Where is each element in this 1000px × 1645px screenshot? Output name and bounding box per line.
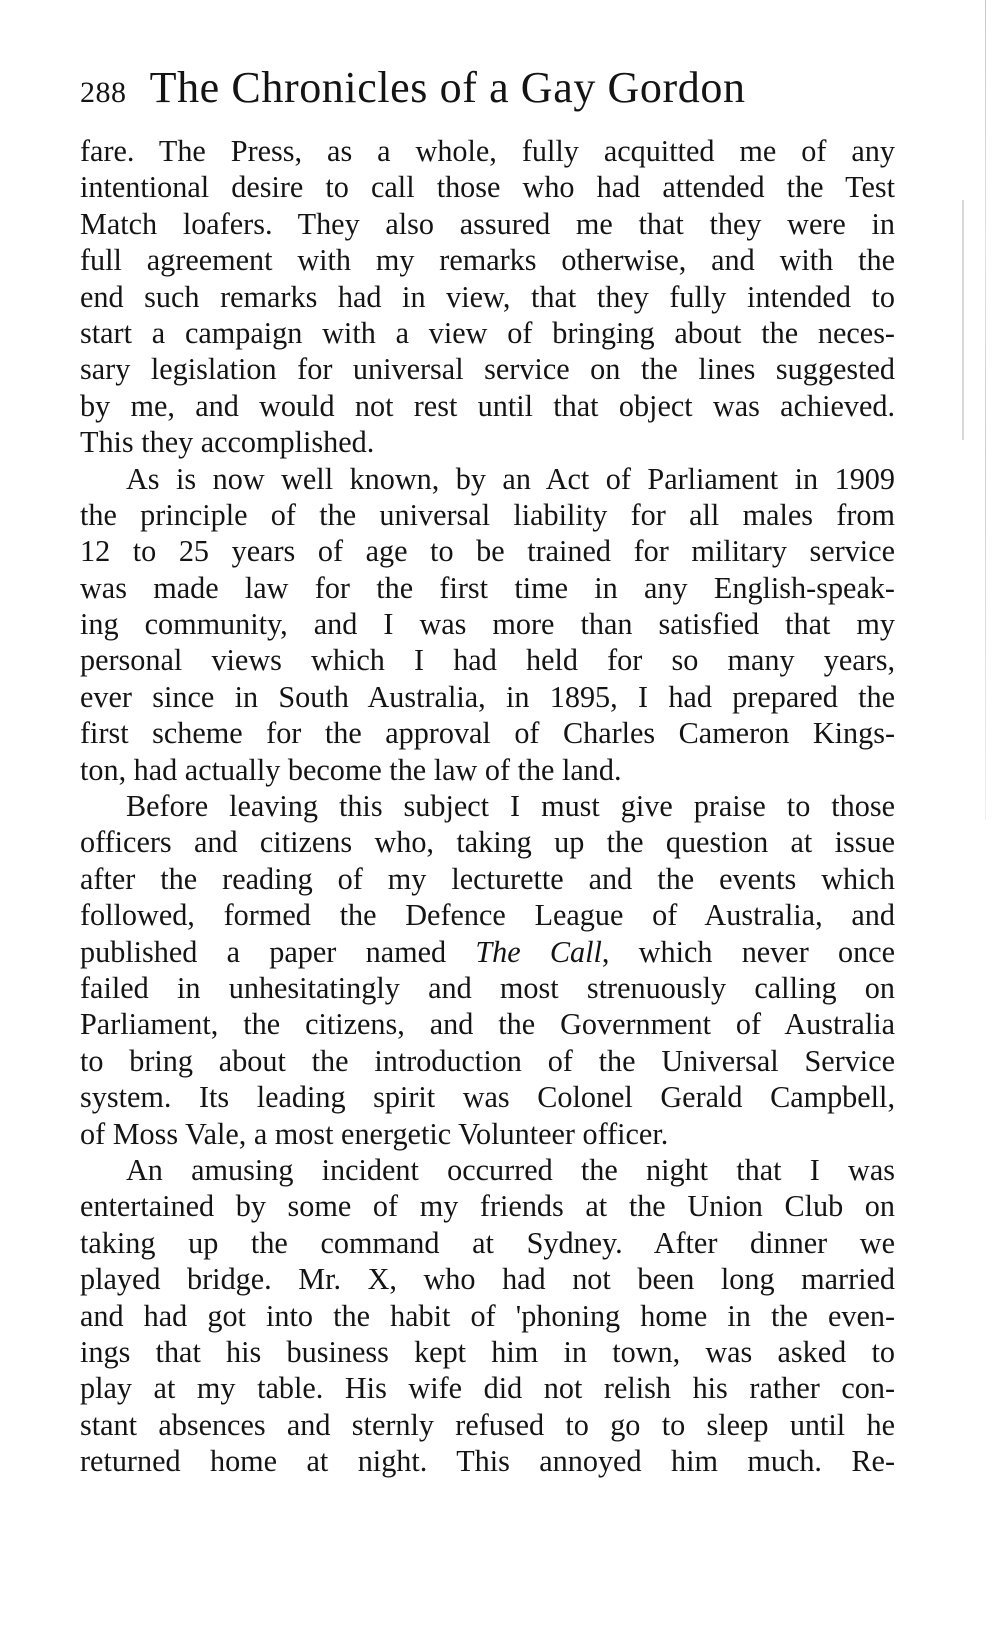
- text-line: Match loafers. They also assured me that they were in: [80, 206, 895, 241]
- text-line: intentional desire to call those who had attended the Test: [80, 170, 895, 205]
- newspaper-title: The Call: [475, 934, 602, 969]
- text-line: failed in unhesitatingly and most strenuously calling on: [80, 970, 895, 1005]
- text-line: first scheme for the approval of Charles Cameron Kings-: [80, 716, 895, 751]
- text-line: As is now well known, by an Act of Parliament in 1909: [126, 461, 895, 496]
- text-line: personal views which I had held for so many years,: [80, 643, 895, 678]
- text-line: entertained by some of my friends at the Union Club on: [80, 1189, 895, 1224]
- text-line: Before leaving this subject I must give praise to those: [126, 789, 895, 824]
- running-title: The Chronicles of a Gay Gordon: [149, 63, 746, 112]
- text-line: published a paper named The Call, which never once: [80, 934, 895, 969]
- body-text: [80, 133, 895, 1479]
- text-line: ings that his business kept him in town, was asked to: [80, 1334, 895, 1369]
- text-line: ton, had actually become the law of the land.: [80, 752, 622, 787]
- text-line: taking up the command at Sydney. After dinner we: [80, 1225, 895, 1260]
- text-line: start a campaign with a view of bringing about the neces-: [80, 315, 895, 350]
- text-line: after the reading of my lecturette and the events which: [80, 861, 895, 896]
- text-line: 12 to 25 years of age to be trained for military service: [80, 534, 895, 569]
- page-number: 288: [80, 76, 127, 109]
- text-line: ing community, and I was more than satisfied that my: [80, 607, 895, 642]
- text-line: An amusing incident occurred the night that I was: [126, 1152, 895, 1187]
- text-line: full agreement with my remarks otherwise, and with the: [80, 243, 895, 278]
- text-line: end such remarks had in view, that they fully intended to: [80, 279, 895, 314]
- text-line: sary legislation for universal service on the lines suggested: [80, 352, 895, 387]
- text-line: fare. The Press, as a whole, fully acquitted me of any: [80, 134, 895, 168]
- scan-edge-shadow: [985, 0, 986, 820]
- text-line: played bridge. Mr. X, who had not been long married: [80, 1262, 895, 1297]
- text-line: and had got into the habit of 'phoning home in the even-: [80, 1298, 895, 1333]
- text-line: returned home at night. This annoyed him much. Re-: [80, 1444, 895, 1479]
- text-line: was made law for the first time in any English-speak-: [80, 570, 895, 605]
- text-line: ever since in South Australia, in 1895, I had prepared the: [80, 679, 895, 714]
- text-line: This they accomplished.: [80, 425, 375, 460]
- text-line: stant absences and sternly refused to go to sleep until he: [80, 1407, 895, 1442]
- text-line: followed, formed the Defence League of Australia, and: [80, 898, 895, 933]
- running-header: [80, 62, 880, 132]
- text-line: Parliament, the citizens, and the Government of Australia: [80, 1007, 895, 1042]
- text-line: of Moss Vale, a most energetic Volunteer officer.: [80, 1116, 669, 1151]
- text-line: officers and citizens who, taking up the question at issue: [80, 825, 895, 860]
- text-line: system. Its leading spirit was Colonel Gerald Campbell,: [80, 1080, 895, 1115]
- text-line: to bring about the introduction of the Universal Service: [80, 1043, 895, 1078]
- text-line: by me, and would not rest until that object was achieved.: [80, 388, 895, 423]
- text-line: the principle of the universal liability for all males from: [80, 497, 895, 532]
- text-line: play at my table. His wife did not relish his rather con-: [80, 1371, 895, 1406]
- scan-edge-shadow: [962, 200, 964, 440]
